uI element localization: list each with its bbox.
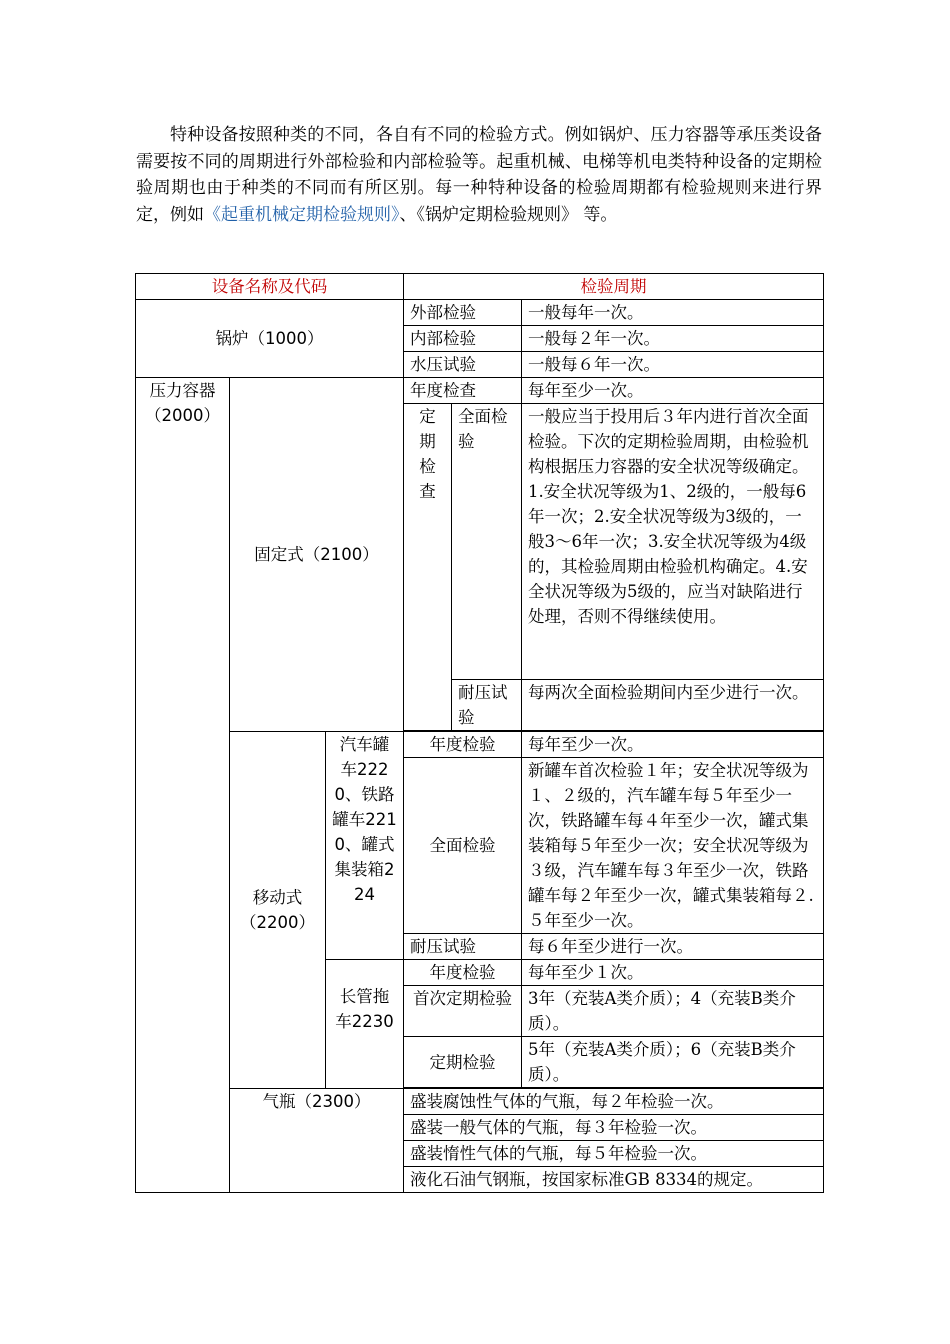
mobile-vessel-name: 移动式（2200）	[230, 732, 326, 1089]
cylinder-rule: 盛装腐蚀性气体的气瓶，每２年检验一次。	[404, 1089, 824, 1115]
periodic-check-label	[404, 404, 452, 731]
inspection-type: 年度检验	[404, 960, 522, 986]
inspection-type: 耐压试验	[404, 934, 522, 960]
table-row	[136, 732, 824, 758]
header-equipment: 设备名称及代码	[136, 274, 404, 300]
inspection-type: 全面检验	[404, 758, 522, 934]
inspection-cycle: 5年（充装A类介质）；6（充装B类介质）。	[522, 1037, 824, 1088]
cylinder-rule: 盛装惰性气体的气瓶，每５年检验一次。	[404, 1141, 824, 1167]
inspection-type: 首次定期检验	[404, 986, 522, 1037]
fixed-vessel-name: 固定式（2100）	[230, 378, 404, 732]
inspection-cycle: 每年至少一次。	[522, 378, 824, 404]
inspection-type: 定期检验	[404, 1037, 522, 1088]
inspection-cycle: 每年至少１次。	[522, 960, 824, 986]
inspection-type: 外部检验	[404, 300, 522, 326]
tank-vehicle-name: 汽车罐车2220、铁路罐车2210、罐式集装箱224	[326, 732, 404, 960]
inspection-type: 水压试验	[404, 352, 522, 378]
inspection-cycle: 一般每６年一次。	[522, 352, 824, 378]
inspection-cycle: 一般每２年一次。	[522, 326, 824, 352]
table-header-row	[136, 274, 824, 300]
inspection-cycle: 新罐车首次检验１年；安全状况等级为１、２级的，汽车罐车每５年至少一次，铁路罐车每４年至少一次，罐式集装箱每５年至少一次；安全状况等级为３级，汽车罐车每３年至少一次，铁路罐车每２年至少一次，罐式集装箱每２.５年至少一次。	[522, 758, 824, 934]
inspection-cycle: 3年（充装A类介质）；4（充装B类介质）。	[522, 986, 824, 1037]
header-period: 检验周期	[404, 274, 824, 300]
regulation-link[interactable]: 《起重机械定期检验规则》	[204, 204, 400, 225]
intro-text: 特种设备按照种类的不同，各自有不同的检验方式。例如锅炉、压力容器等承压类设备需要按不同的周期进行外部检验和内部检验等。起重机械、电梯等机电类特种设备的定期检验周期也由于种类的不同而有所区别。每一种特种设备的检验周期都有检验规则来进行界定，例如	[136, 125, 822, 225]
intro-paragraph	[136, 122, 822, 228]
inspection-type: 年度检验	[404, 732, 522, 758]
inspection-type: 年度检查	[404, 378, 522, 404]
pressure-vessel-name: 压力容器（2000）	[136, 378, 230, 1193]
inspection-cycle: 一般每年一次。	[522, 300, 824, 326]
inspection-cycle: 每两次全面检验期间内至少进行一次。	[522, 680, 824, 731]
tube-trailer-text: 长管拖车2230	[335, 987, 394, 1031]
table-row	[136, 378, 824, 404]
inspection-cycle: 每６年至少进行一次。	[522, 934, 824, 960]
inspection-cycle: 一般应当于投用后３年内进行首次全面检验。下次的定期检验周期，由检验机构根据压力容器的安全状况等级确定。1.安全状况等级为1、2级的，一般每6年一次；2.安全状况等级为3级的，一般3～6年一次；3.安全状况等级为4级的，其检验周期由检验机构确定。4.安全状况等级为5级的，应当对缺陷进行处理，否则不得继续使用。	[522, 404, 824, 680]
boiler-name: 锅炉（1000）	[136, 300, 404, 378]
inspection-table	[135, 273, 824, 1193]
cylinder-rule: 盛装一般气体的气瓶，每３年检验一次。	[404, 1115, 824, 1141]
table-row	[136, 1089, 824, 1115]
cylinder-name: 气瓶（2300）	[230, 1089, 404, 1193]
tube-trailer-name	[326, 960, 404, 1089]
cylinder-rule: 液化石油气钢瓶，按国家标准GB 8334的规定。	[404, 1167, 824, 1193]
inspection-cycle: 每年至少一次。	[522, 732, 824, 758]
table-row	[136, 300, 824, 326]
periodic-check-text: 定期检查	[419, 407, 436, 501]
inspection-type: 耐压试验	[452, 680, 522, 731]
inspection-type: 全面检验	[452, 404, 522, 680]
intro-text-end: 、《锅炉定期检验规则》 等。	[399, 204, 618, 225]
inspection-type: 内部检验	[404, 326, 522, 352]
